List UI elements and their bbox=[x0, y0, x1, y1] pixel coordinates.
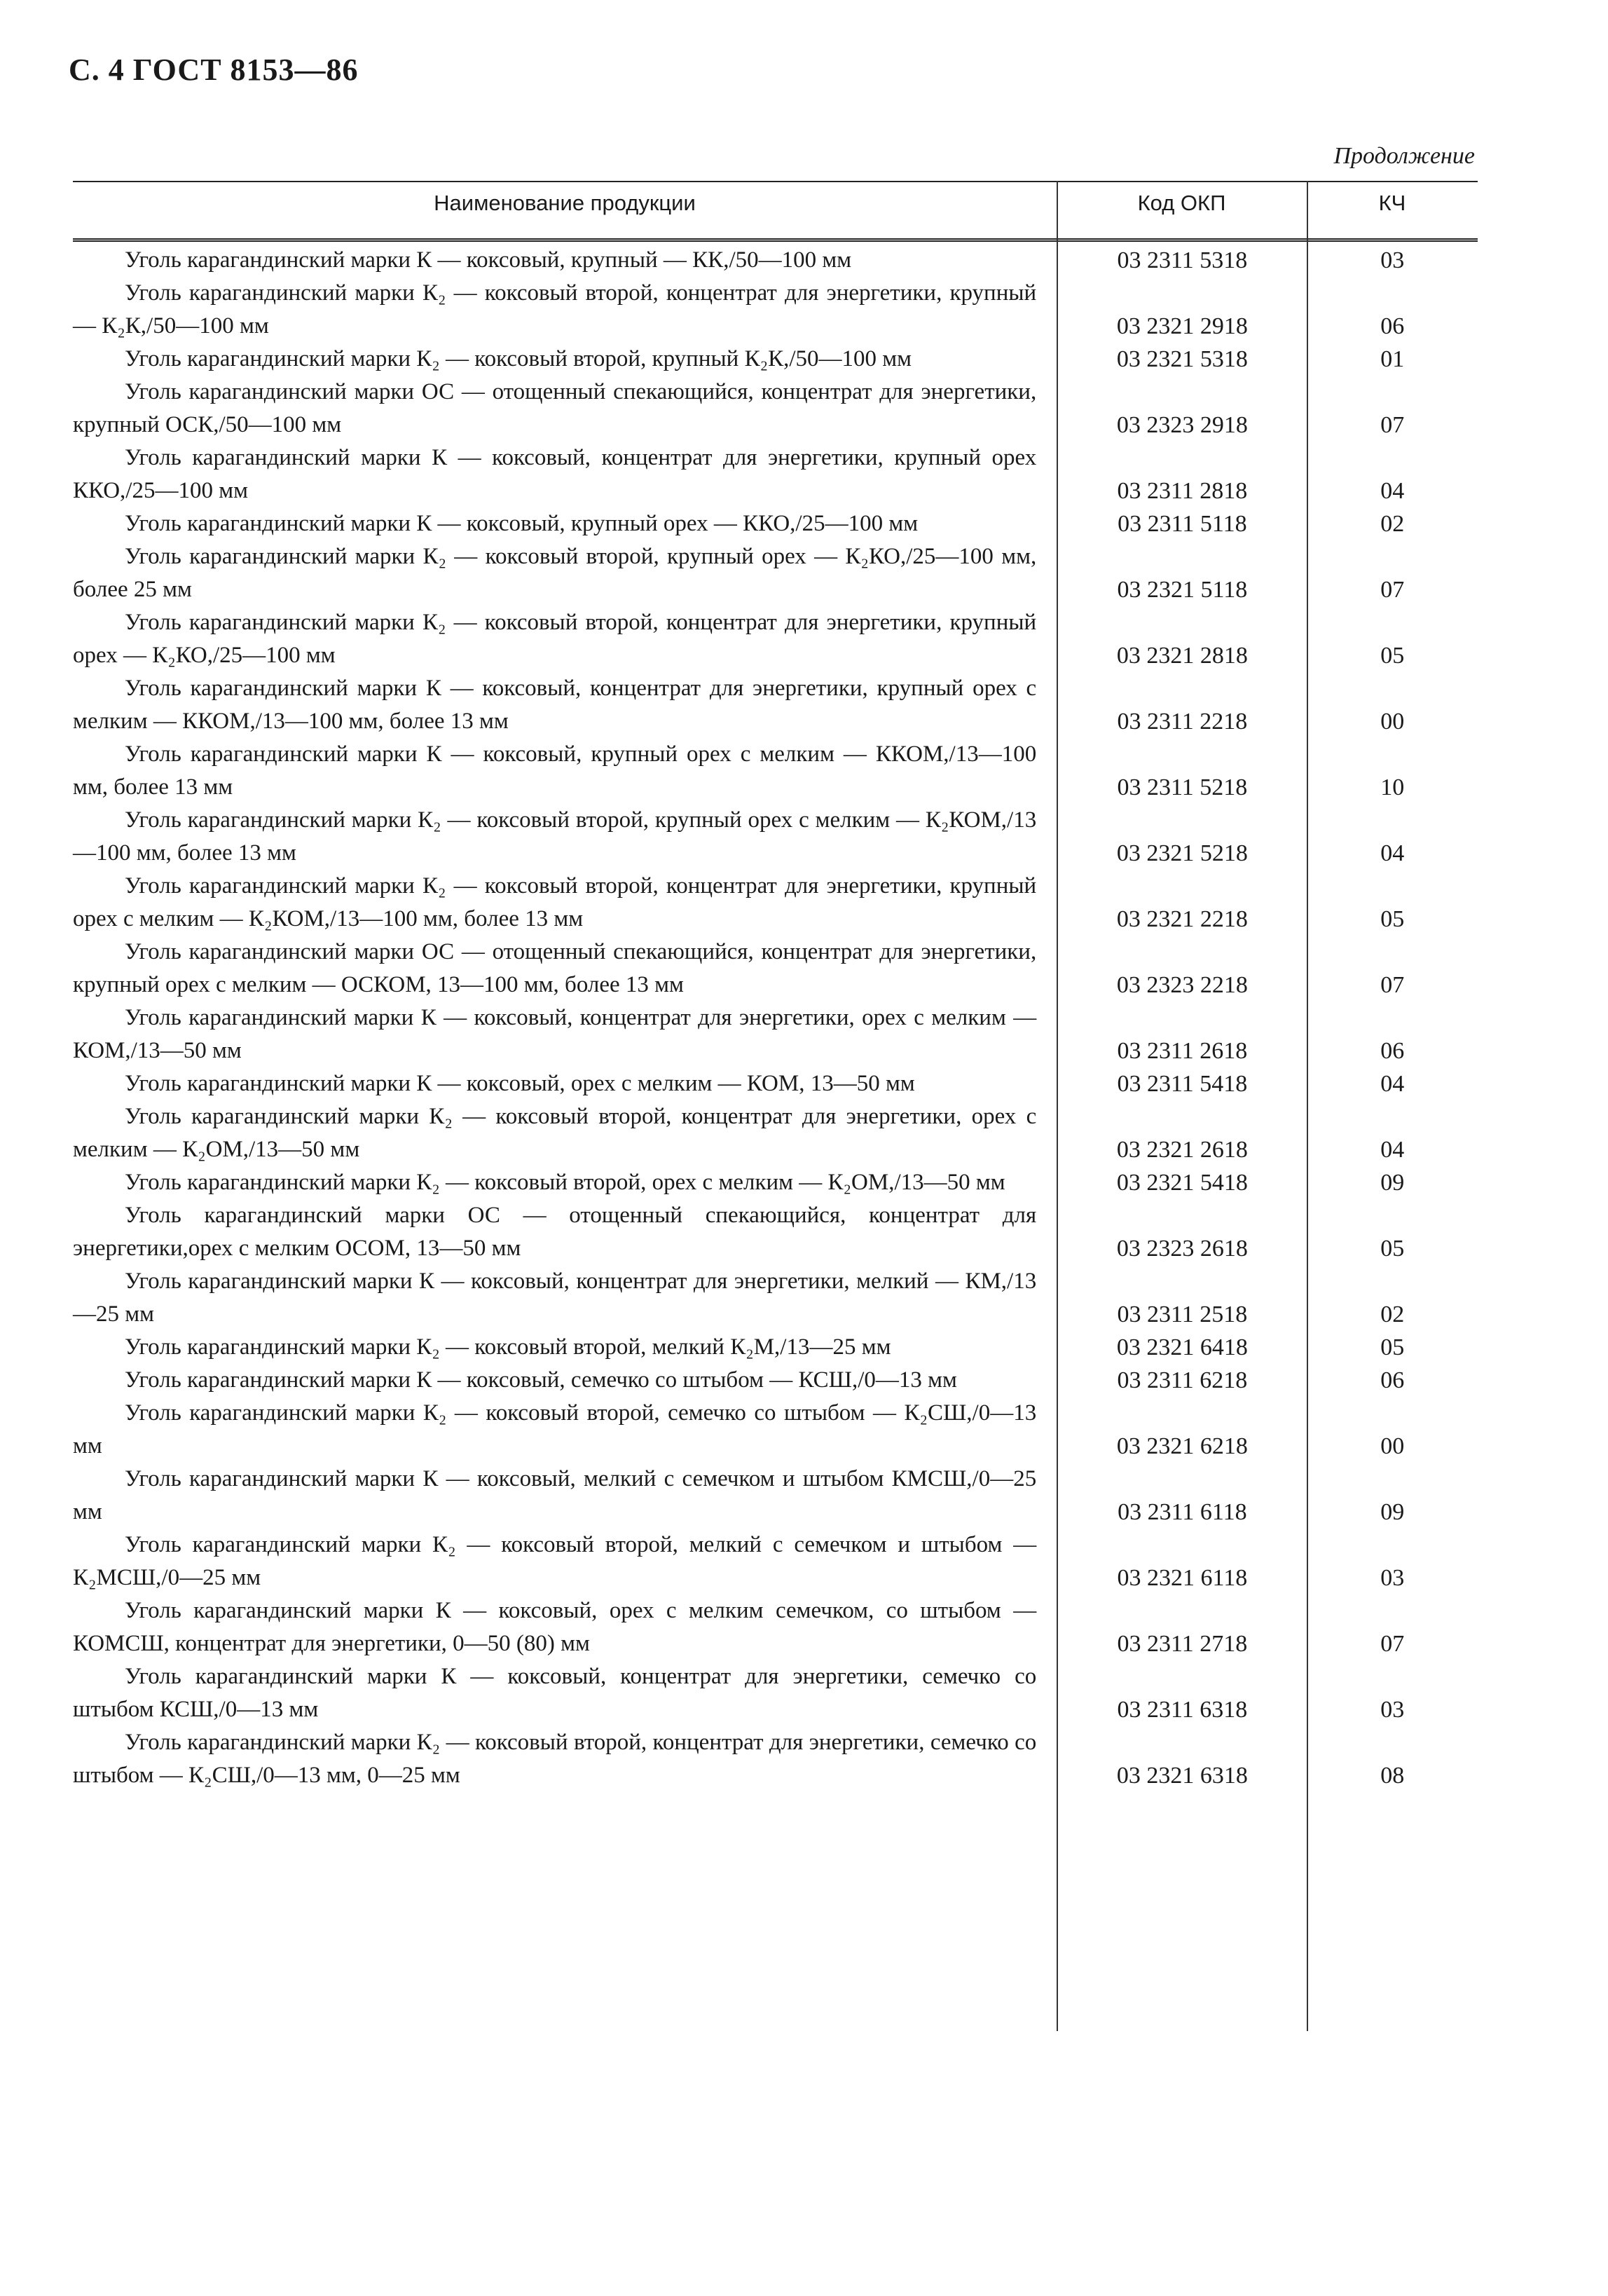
okp-code: 03 2321 6218 bbox=[1116, 1433, 1248, 1459]
product-name: Уголь карагандинский марки К — коксовый, концентрат для энергетики, крупный орех с мелким — ККОМ,/13—100 мм, более 13 мм bbox=[73, 676, 1037, 734]
product-name: Уголь карагандинский марки К — коксовый, концентрат для энергетики, мелкий — КМ,/13—25 мм bbox=[73, 1269, 1037, 1327]
kch-value: 05 bbox=[1380, 1236, 1405, 1262]
okp-code: 03 2311 6318 bbox=[1117, 1697, 1248, 1723]
kch-value: 05 bbox=[1380, 643, 1405, 669]
product-name-cell bbox=[73, 540, 1042, 606]
table-row bbox=[73, 1166, 1478, 1199]
product-name-cell bbox=[73, 1364, 1042, 1397]
product-name: Уголь карагандинский марки К₂ — коксовый второй, концентрат для энергетики, крупный орех — К₂КО,/25—100 мм bbox=[73, 610, 1037, 668]
product-name-cell bbox=[73, 804, 1042, 870]
okp-code: 03 2321 2218 bbox=[1116, 906, 1248, 932]
okp-code: 03 2323 2618 bbox=[1116, 1236, 1248, 1262]
product-name: Уголь карагандинский марки К — коксовый, крупный — КК,/50—100 мм bbox=[125, 247, 852, 273]
okp-code: 03 2311 2618 bbox=[1117, 1038, 1248, 1064]
okp-code: 03 2323 2218 bbox=[1116, 972, 1248, 998]
table-row bbox=[73, 606, 1478, 672]
kch-value: 05 bbox=[1380, 1334, 1405, 1360]
kch-value: 01 bbox=[1380, 346, 1405, 372]
kch-value: 05 bbox=[1380, 906, 1405, 932]
table-row bbox=[73, 442, 1478, 507]
okp-code: 03 2321 5318 bbox=[1116, 346, 1248, 372]
product-name: Уголь карагандинский марки К — коксовый, орех с мелким семечком, со штыбом — КОМСШ, концентрат для энергетики, 0—50 (80) мм bbox=[73, 1598, 1037, 1656]
okp-code: 03 2321 2918 bbox=[1116, 313, 1248, 339]
table-row bbox=[73, 1199, 1478, 1265]
table-row bbox=[73, 507, 1478, 540]
product-name: Уголь карагандинский марки ОС — отощенный спекающийся, концентрат для энергетики,орех с мелким ОСОМ, 13—50 мм bbox=[73, 1203, 1037, 1261]
table-header-rule bbox=[73, 238, 1478, 242]
page-header: С. 4 ГОСТ 8153—86 bbox=[69, 53, 359, 87]
kch-value: 03 bbox=[1380, 1565, 1405, 1591]
kch-value: 02 bbox=[1380, 1301, 1405, 1327]
product-name: Уголь карагандинский марки К₂ — коксовый второй, семечко со штыбом — К₂СШ,/0—13 мм bbox=[73, 1400, 1037, 1458]
product-name-cell bbox=[73, 606, 1042, 672]
okp-code: 03 2321 5418 bbox=[1116, 1170, 1248, 1196]
table-row bbox=[73, 936, 1478, 1002]
table-row bbox=[73, 738, 1478, 804]
product-name-cell bbox=[73, 1265, 1042, 1331]
product-name-cell bbox=[73, 1397, 1042, 1463]
product-name: Уголь карагандинский марки К₂ — коксовый второй, концентрат для энергетики, семечко со штыбом — К₂СШ,/0—13 мм, 0—25 мм bbox=[73, 1730, 1037, 1788]
okp-code: 03 2311 5118 bbox=[1118, 511, 1247, 537]
product-name: Уголь карагандинский марки К — коксовый, крупный орех с мелким — ККОМ,/13—100 мм, более 13 мм bbox=[73, 742, 1037, 800]
product-name: Уголь карагандинский марки К₂ — коксовый второй, концентрат для энергетики, крупный — К₂К,/50—100 мм bbox=[73, 280, 1037, 339]
table-row bbox=[73, 1660, 1478, 1726]
table-body bbox=[73, 244, 1478, 1792]
okp-code: 03 2321 5218 bbox=[1116, 840, 1248, 866]
product-name: Уголь карагандинский марки К₂ — коксовый второй, крупный орех с мелким — К₂КОМ,/13—100 мм, более 13 мм bbox=[73, 807, 1037, 866]
product-name: Уголь карагандинский марки К₂ — коксовый второй, крупный орех — К₂КО,/25—100 мм, более 25 мм bbox=[73, 544, 1037, 602]
table-row bbox=[73, 1594, 1478, 1660]
okp-code: 03 2311 6118 bbox=[1118, 1499, 1247, 1525]
product-name: Уголь карагандинский марки ОС — отощенный спекающийся, концентрат для энергетики, крупный орех с мелким — ОСКОМ, 13—100 мм, более 13 мм bbox=[73, 939, 1037, 997]
product-name-cell bbox=[73, 507, 1042, 540]
product-name-cell bbox=[73, 442, 1042, 507]
okp-code: 03 2321 6318 bbox=[1116, 1763, 1248, 1789]
okp-code: 03 2321 6418 bbox=[1116, 1334, 1248, 1360]
product-name: Уголь карагандинский марки К₂ — коксовый второй, мелкий К₂М,/13—25 мм bbox=[125, 1334, 891, 1360]
table-row bbox=[73, 1331, 1478, 1364]
kch-value: 02 bbox=[1380, 511, 1405, 537]
okp-code: 03 2311 2218 bbox=[1117, 709, 1248, 734]
table-row bbox=[73, 672, 1478, 738]
product-name-cell bbox=[73, 1331, 1042, 1364]
product-name-cell bbox=[73, 1067, 1042, 1100]
product-name-cell bbox=[73, 1463, 1042, 1529]
table-row bbox=[73, 343, 1478, 376]
kch-value: 09 bbox=[1380, 1170, 1405, 1196]
table-row bbox=[73, 1364, 1478, 1397]
product-name-cell bbox=[73, 1166, 1042, 1199]
product-name-cell bbox=[73, 738, 1042, 804]
product-name-cell bbox=[73, 1660, 1042, 1726]
product-name-cell bbox=[73, 244, 1042, 277]
continuation-label: Продолжение bbox=[1333, 143, 1475, 169]
product-name: Уголь карагандинский марки ОС — отощенный спекающийся, концентрат для энергетики, крупный ОСК,/50—100 мм bbox=[73, 379, 1037, 437]
product-name: Уголь карагандинский марки К₂ — коксовый второй, концентрат для энергетики, орех с мелким — К₂ОМ,/13—50 мм bbox=[73, 1104, 1037, 1162]
product-name: Уголь карагандинский марки К₂ — коксовый второй, крупный К₂К,/50—100 мм bbox=[125, 346, 912, 371]
okp-code: 03 2321 5118 bbox=[1117, 577, 1248, 603]
table-row bbox=[73, 1726, 1478, 1792]
product-name-cell bbox=[73, 1726, 1042, 1792]
kch-value: 04 bbox=[1380, 840, 1405, 866]
table-row bbox=[73, 244, 1478, 277]
okp-code: 03 2311 5218 bbox=[1117, 774, 1248, 800]
product-name: Уголь карагандинский марки К₂ — коксовый второй, орех с мелким — К₂ОМ,/13—50 мм bbox=[125, 1170, 1005, 1195]
table-top-rule bbox=[73, 181, 1478, 182]
product-name: Уголь карагандинский марки К — коксовый, семечко со штыбом — КСШ,/0—13 мм bbox=[125, 1367, 957, 1393]
okp-code: 03 2311 5418 bbox=[1117, 1071, 1248, 1097]
kch-value: 04 bbox=[1380, 1071, 1405, 1097]
table-row bbox=[73, 1397, 1478, 1463]
product-name: Уголь карагандинский марки К₂ — коксовый второй, мелкий с семечком и штыбом — К₂МСШ,/0—25 мм bbox=[73, 1532, 1037, 1590]
kch-value: 10 bbox=[1380, 774, 1405, 800]
kch-value: 03 bbox=[1380, 247, 1405, 273]
table-row bbox=[73, 1067, 1478, 1100]
product-name: Уголь карагандинский марки К — коксовый, орех с мелким — КОМ, 13—50 мм bbox=[125, 1071, 915, 1096]
column-header-code: Код ОКП bbox=[1137, 191, 1226, 215]
kch-value: 06 bbox=[1380, 1367, 1405, 1393]
product-name: Уголь карагандинский марки К₂ — коксовый второй, концентрат для энергетики, крупный орех с мелким — К₂КОМ,/13—100 мм, более 13 мм bbox=[73, 873, 1037, 931]
kch-value: 07 bbox=[1380, 1631, 1405, 1657]
okp-code: 03 2311 5318 bbox=[1117, 247, 1248, 273]
kch-value: 03 bbox=[1380, 1697, 1405, 1723]
table-row bbox=[73, 1002, 1478, 1067]
table-row bbox=[73, 277, 1478, 343]
product-name: Уголь карагандинский марки К — коксовый, крупный орех — ККО,/25—100 мм bbox=[125, 511, 919, 536]
okp-code: 03 2323 2918 bbox=[1116, 412, 1248, 438]
product-name: Уголь карагандинский марки К — коксовый, концентрат для энергетики, крупный орех ККО,/25—100 мм bbox=[73, 445, 1037, 503]
product-name-cell bbox=[73, 870, 1042, 936]
okp-code: 03 2311 2518 bbox=[1117, 1301, 1248, 1327]
product-name-cell bbox=[73, 672, 1042, 738]
kch-value: 06 bbox=[1380, 313, 1405, 339]
product-name-cell bbox=[73, 1100, 1042, 1166]
product-name-cell bbox=[73, 343, 1042, 376]
table-row bbox=[73, 376, 1478, 442]
product-name: Уголь карагандинский марки К — коксовый, мелкий с семечком и штыбом КМСШ,/0—25 мм bbox=[73, 1466, 1037, 1524]
okp-code: 03 2321 2818 bbox=[1116, 643, 1248, 669]
product-name-cell bbox=[73, 1529, 1042, 1594]
table-row bbox=[73, 1529, 1478, 1594]
kch-value: 07 bbox=[1380, 972, 1405, 998]
kch-value: 07 bbox=[1380, 577, 1405, 603]
table-row bbox=[73, 1463, 1478, 1529]
column-header-kch: КЧ bbox=[1378, 191, 1406, 215]
kch-value: 00 bbox=[1380, 709, 1405, 734]
column-header-name: Наименование продукции bbox=[434, 191, 696, 215]
kch-value: 04 bbox=[1380, 1137, 1405, 1163]
product-name-cell bbox=[73, 1199, 1042, 1265]
table-row bbox=[73, 540, 1478, 606]
product-name: Уголь карагандинский марки К — коксовый, концентрат для энергетики, семечко со штыбом КСШ,/0—13 мм bbox=[73, 1664, 1037, 1722]
okp-code: 03 2321 2618 bbox=[1116, 1137, 1248, 1163]
table-row bbox=[73, 1100, 1478, 1166]
product-name-cell bbox=[73, 1002, 1042, 1067]
product-name-cell bbox=[73, 1594, 1042, 1660]
okp-code: 03 2311 2718 bbox=[1117, 1631, 1248, 1657]
kch-value: 08 bbox=[1380, 1763, 1405, 1789]
table-row bbox=[73, 1265, 1478, 1331]
kch-value: 04 bbox=[1380, 478, 1405, 504]
kch-value: 06 bbox=[1380, 1038, 1405, 1064]
product-name-cell bbox=[73, 376, 1042, 442]
kch-value: 07 bbox=[1380, 412, 1405, 438]
table-row bbox=[73, 804, 1478, 870]
kch-value: 09 bbox=[1380, 1499, 1405, 1525]
okp-code: 03 2311 2818 bbox=[1117, 478, 1248, 504]
product-name-cell bbox=[73, 936, 1042, 1002]
product-name-cell bbox=[73, 277, 1042, 343]
okp-code: 03 2321 6118 bbox=[1117, 1565, 1248, 1591]
kch-value: 00 bbox=[1380, 1433, 1405, 1459]
table-row bbox=[73, 870, 1478, 936]
product-name: Уголь карагандинский марки К — коксовый, концентрат для энергетики, орех с мелким — КОМ,/13—50 мм bbox=[73, 1005, 1037, 1063]
okp-code: 03 2311 6218 bbox=[1117, 1367, 1248, 1393]
